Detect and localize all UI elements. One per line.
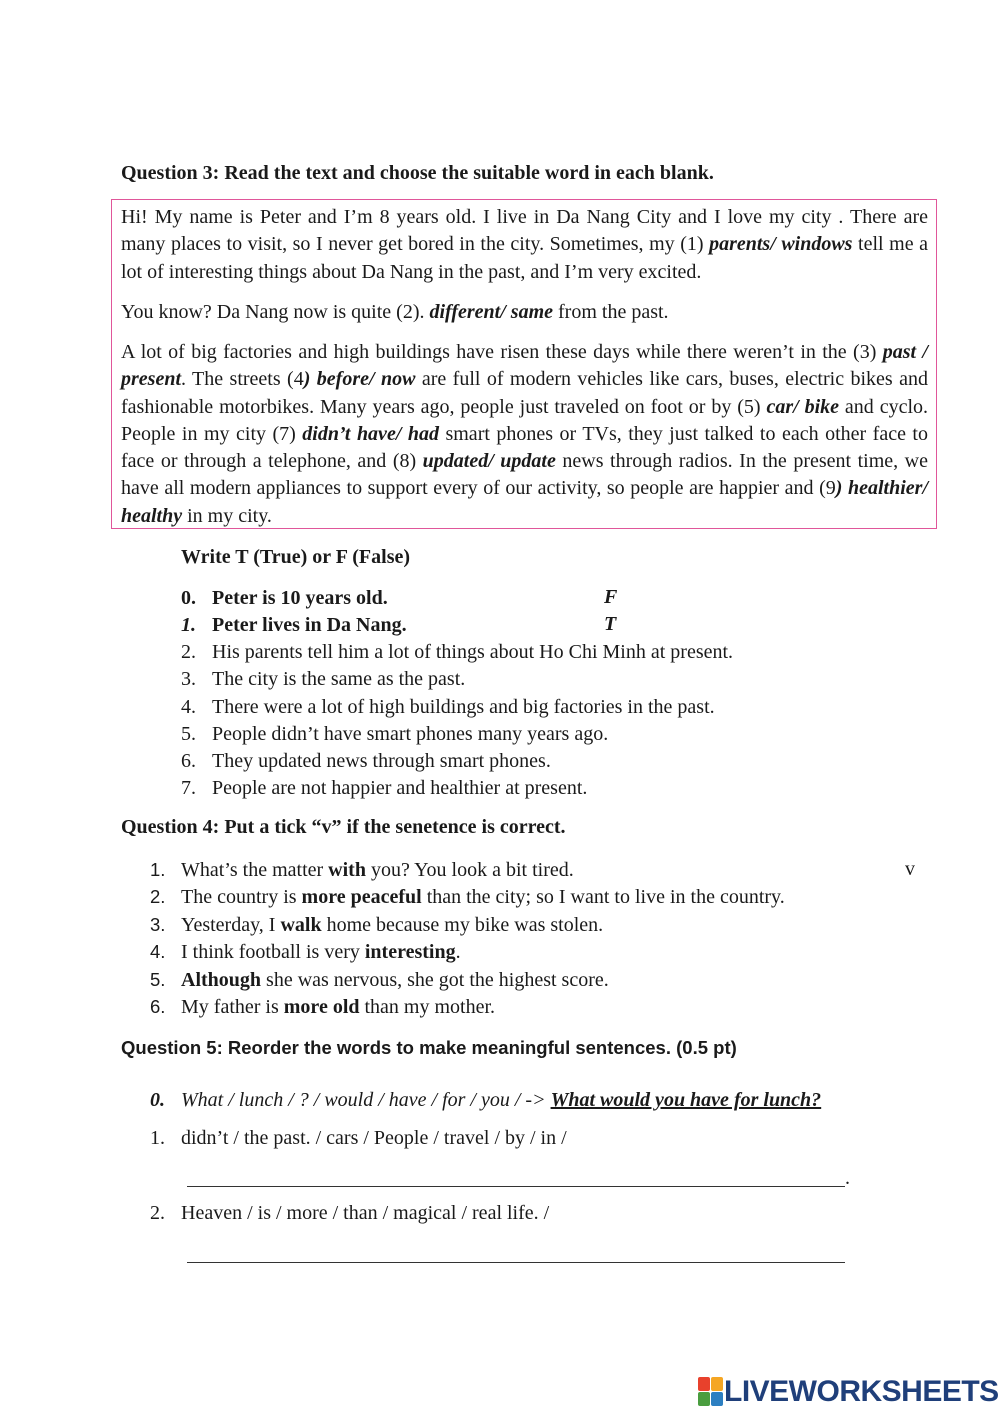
blank-3-options[interactable]: past / present bbox=[121, 341, 928, 391]
passage-paragraph-1: Hi! My name is Peter and I’m 8 years old. I live in Da Nang City and I love my city . There are many places to visit, so I never get bored in the city. Sometimes, my (1) parents/ windows tell me a lot of interesting things about Da Nang in the past, and I’m very excited. bbox=[121, 206, 929, 283]
liveworksheets-logo bbox=[698, 1374, 999, 1410]
q4-sentence[interactable]: 4. I think football is very interesting. bbox=[150, 941, 461, 963]
q4-tick-mark[interactable]: v bbox=[905, 858, 915, 880]
tf-statement[interactable]: 7. People are not happier and healthier at present. bbox=[181, 777, 588, 799]
tf-example-0-answer: F bbox=[604, 586, 618, 608]
blank-2-options[interactable]: different/ same bbox=[429, 301, 554, 323]
tf-statement[interactable]: 5. People didn’t have smart phones many years ago. bbox=[181, 723, 609, 745]
tf-statement[interactable]: 6. They updated news through smart phones. bbox=[181, 750, 551, 772]
q5-answer-end: . bbox=[845, 1167, 850, 1189]
q5-answer-line[interactable] bbox=[187, 1186, 845, 1187]
q5-example: 0. What / lunch / ? / would / have / for / you / -> What would you have for lunch? bbox=[150, 1089, 822, 1111]
tf-example-1-answer: T bbox=[604, 613, 617, 635]
q4-sentence[interactable]: 2. The country is more peaceful than the city; so I want to live in the country. bbox=[150, 886, 785, 908]
question-3-heading: Question 3: Read the text and choose the suitable word in each blank. bbox=[121, 162, 714, 184]
blank-7-options[interactable]: didn’t have/ had bbox=[302, 422, 439, 445]
tf-example-0: 0. Peter is 10 years old. bbox=[181, 587, 388, 609]
q5-example-answer: What would you have for lunch? bbox=[550, 1089, 822, 1111]
liveworksheets-logo-text: LIVEWORKSHEETS bbox=[724, 1375, 999, 1408]
blank-5-options[interactable]: car/ bike bbox=[766, 395, 840, 418]
question-5-heading: Question 5: Reorder the words to make meaningful sentences. (0.5 pt) bbox=[121, 1037, 737, 1058]
tf-statement[interactable]: 3. The city is the same as the past. bbox=[181, 668, 466, 690]
blank-8-options[interactable]: updated/ update bbox=[422, 450, 556, 473]
tf-example-1: 1. Peter lives in Da Nang. bbox=[181, 614, 407, 636]
q4-sentence[interactable]: 6. My father is more old than my mother. bbox=[150, 996, 496, 1018]
q5-prompt: 1. didn’t / the past. / cars / People / travel / by / in / bbox=[150, 1127, 567, 1149]
q4-sentence[interactable]: 1. What’s the matter with you? You look a bit tired. bbox=[150, 859, 574, 881]
q5-prompt: 2. Heaven / is / more / than / magical / real life. / bbox=[150, 1202, 550, 1224]
liveworksheets-logo-icon bbox=[698, 1377, 724, 1407]
question-4-heading: Question 4: Put a tick “v” if the senetence is correct. bbox=[121, 816, 566, 838]
q4-sentence[interactable]: 3. Yesterday, I walk home because my bike was stolen. bbox=[150, 914, 604, 936]
tf-statement[interactable]: 2. His parents tell him a lot of things about Ho Chi Minh at present. bbox=[181, 641, 734, 663]
q4-sentence[interactable]: 5. Although she was nervous, she got the highest score. bbox=[150, 969, 609, 991]
passage-paragraph-3: A lot of big factories and high buildings have risen these days while there weren’t in the (3) past / present. The streets (4) before/ now are full of modern vehicles like cars, buses, electric bikes and fashionable motorbikes. Many years ago, people just traveled on foot or by (5) car/ bike and cyclo. People in my city (7) didn’t have/ had smart phones or TVs, they just talked to each other face to face or through a telephone, and (8) updated/ update news through radios. In the present time, we have all modern appliances to support every of our activity, so people are happier and (9) healthier/ healthy in my city. bbox=[121, 341, 929, 527]
passage-paragraph-2: You know? Da Nang now is quite (2). different/ same from the past. bbox=[121, 301, 669, 323]
true-false-heading: Write T (True) or F (False) bbox=[181, 546, 411, 568]
blank-1-options[interactable]: parents/ windows bbox=[709, 233, 853, 256]
q5-answer-line[interactable] bbox=[187, 1262, 845, 1263]
blank-9-options[interactable]: ) healthier/ healthy bbox=[121, 477, 929, 527]
blank-4-options[interactable]: ) before/ now bbox=[303, 368, 416, 391]
tf-statement[interactable]: 4. There were a lot of high buildings and big factories in the past. bbox=[181, 696, 715, 718]
